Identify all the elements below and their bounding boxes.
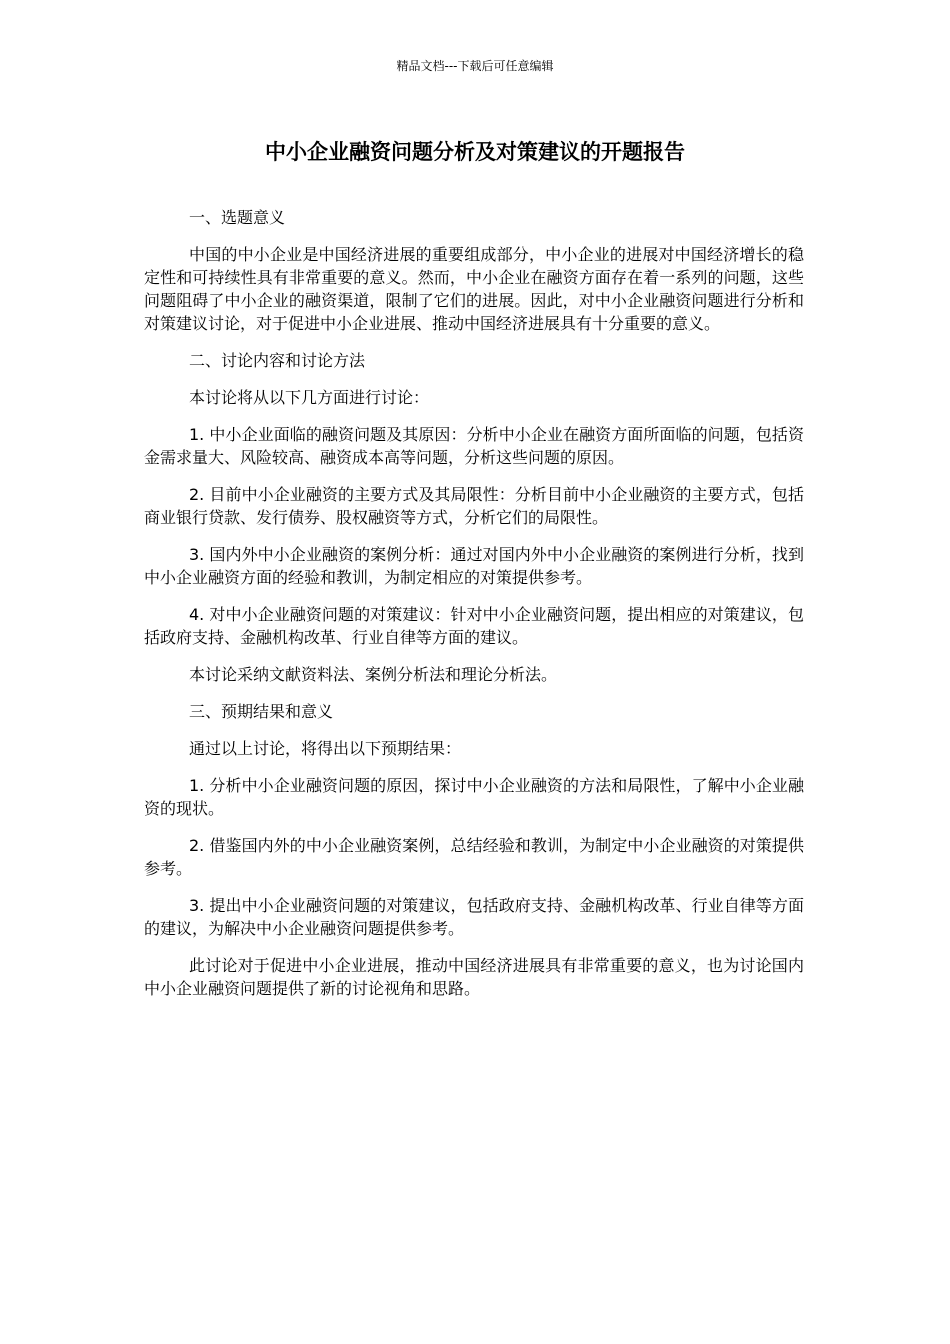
list-item-research-4: 4. 对中小企业融资问题的对策建议：针对中小企业融资问题，提出相应的对策建议，包括政府支持、金融机构改革、行业自律等方面的建议。 bbox=[144, 605, 804, 647]
list-item-research-1: 1. 中小企业面临的融资问题及其原因：分析中小企业在融资方面所面临的问题，包括资金需求量大、风险较高、融资成本高等问题，分析这些问题的原因。 bbox=[144, 425, 804, 467]
list-item-result-1: 1. 分析中小企业融资问题的原因，探讨中小企业融资的方法和局限性，了解中小企业融资的现状。 bbox=[144, 776, 804, 818]
paragraph-results-intro: 通过以上讨论，将得出以下预期结果： bbox=[189, 739, 462, 758]
document-title: 中小企业融资问题分析及对策建议的开题报告 bbox=[265, 140, 685, 164]
list-item-research-2: 2. 目前中小企业融资的主要方式及其局限性：分析目前中小企业融资的主要方式，包括商业银行贷款、发行债券、股权融资等方式，分析它们的局限性。 bbox=[144, 485, 804, 527]
paragraph-intro: 本讨论将从以下几方面进行讨论： bbox=[189, 388, 430, 407]
page-header: 精品文档---下载后可任意编辑 bbox=[396, 59, 554, 73]
paragraph-methods: 本讨论采纳文献资料法、案例分析法和理论分析法。 bbox=[189, 665, 558, 684]
section-heading-significance: 一、选题意义 bbox=[189, 208, 286, 227]
paragraph-significance: 中国的中小企业是中国经济进展的重要组成部分，中小企业的进展对中国经济增长的稳定性和可持续性具有非常重要的意义。然而，中小企业在融资方面存在着一系列的问题，这些问题阻碍了中小企业的融资渠道，限制了它们的进展。因此，对中小企业融资问题进行分析和对策建议讨论，对于促进中小企业进展、推动中国经济进展具有十分重要的意义。 bbox=[144, 245, 804, 333]
list-item-result-2: 2. 借鉴国内外的中小企业融资案例，总结经验和教训，为制定中小企业融资的对策提供参考。 bbox=[144, 836, 804, 878]
paragraph-conclusion: 此讨论对于促进中小企业进展，推动中国经济进展具有非常重要的意义，也为讨论国内中小企业融资问题提供了新的讨论视角和思路。 bbox=[144, 956, 804, 998]
list-item-result-3: 3. 提出中小企业融资问题的对策建议，包括政府支持、金融机构改革、行业自律等方面的建议，为解决中小企业融资问题提供参考。 bbox=[144, 896, 804, 938]
list-item-research-3: 3. 国内外中小企业融资的案例分析：通过对国内外中小企业融资的案例进行分析，找到中小企业融资方面的经验和教训，为制定相应的对策提供参考。 bbox=[144, 545, 804, 587]
document-body bbox=[144, 206, 804, 1014]
section-heading-content-method: 二、讨论内容和讨论方法 bbox=[189, 351, 366, 370]
section-heading-expected-results: 三、预期结果和意义 bbox=[189, 702, 334, 721]
